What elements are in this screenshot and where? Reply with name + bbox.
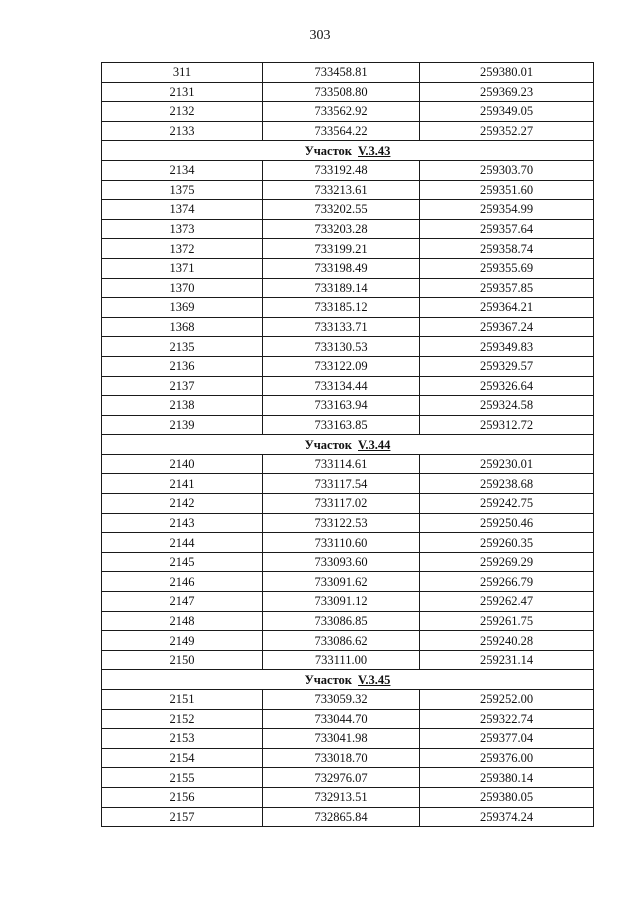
point-number-cell: 1368	[102, 317, 263, 337]
x-coordinate-cell: 733041.98	[263, 729, 420, 749]
y-coordinate-cell: 259374.24	[420, 807, 594, 827]
x-coordinate-cell: 733189.14	[263, 278, 420, 298]
point-number-cell: 1372	[102, 239, 263, 259]
point-number-cell: 1370	[102, 278, 263, 298]
y-coordinate-cell: 259349.83	[420, 337, 594, 357]
y-coordinate-cell: 259352.27	[420, 121, 594, 141]
table-row	[102, 729, 594, 749]
table-row	[102, 768, 594, 788]
table-row	[102, 239, 594, 259]
y-coordinate-cell: 259242.75	[420, 494, 594, 514]
y-coordinate-cell: 259355.69	[420, 258, 594, 278]
x-coordinate-cell: 733163.94	[263, 396, 420, 416]
section-header	[102, 435, 594, 455]
y-coordinate-cell: 259266.79	[420, 572, 594, 592]
x-coordinate-cell: 733086.85	[263, 611, 420, 631]
table-row	[102, 690, 594, 710]
table-row	[102, 396, 594, 416]
x-coordinate-cell: 733564.22	[263, 121, 420, 141]
point-number-cell: 2152	[102, 709, 263, 729]
x-coordinate-cell: 733198.49	[263, 258, 420, 278]
table-row	[102, 474, 594, 494]
y-coordinate-cell: 259358.74	[420, 239, 594, 259]
x-coordinate-cell: 733091.62	[263, 572, 420, 592]
table-row	[102, 200, 594, 220]
y-coordinate-cell: 259238.68	[420, 474, 594, 494]
x-coordinate-cell: 733114.61	[263, 454, 420, 474]
x-coordinate-cell: 733192.48	[263, 160, 420, 180]
y-coordinate-cell: 259349.05	[420, 102, 594, 122]
x-coordinate-cell: 733122.09	[263, 356, 420, 376]
section-word: Участок	[304, 672, 353, 687]
x-coordinate-cell: 733044.70	[263, 709, 420, 729]
x-coordinate-cell: 733018.70	[263, 748, 420, 768]
table-row	[102, 631, 594, 651]
coordinates-table-body	[102, 63, 594, 827]
point-number-cell: 2146	[102, 572, 263, 592]
y-coordinate-cell: 259322.74	[420, 709, 594, 729]
x-coordinate-cell: 733091.12	[263, 592, 420, 612]
point-number-cell: 2131	[102, 82, 263, 102]
table-row	[102, 180, 594, 200]
table-row	[102, 63, 594, 83]
table-row	[102, 102, 594, 122]
y-coordinate-cell: 259329.57	[420, 356, 594, 376]
point-number-cell: 2133	[102, 121, 263, 141]
table-row	[102, 611, 594, 631]
x-coordinate-cell: 733122.53	[263, 513, 420, 533]
point-number-cell: 2150	[102, 650, 263, 670]
x-coordinate-cell: 733185.12	[263, 298, 420, 318]
table-row	[102, 533, 594, 553]
x-coordinate-cell: 733117.02	[263, 494, 420, 514]
section-header	[102, 141, 594, 161]
y-coordinate-cell: 259312.72	[420, 415, 594, 435]
y-coordinate-cell: 259369.23	[420, 82, 594, 102]
point-number-cell: 2156	[102, 787, 263, 807]
table-row	[102, 219, 594, 239]
table-row	[102, 572, 594, 592]
y-coordinate-cell: 259377.04	[420, 729, 594, 749]
point-number-cell: 1373	[102, 219, 263, 239]
table-row	[102, 494, 594, 514]
point-number-cell: 2143	[102, 513, 263, 533]
table-row	[102, 415, 594, 435]
x-coordinate-cell: 732865.84	[263, 807, 420, 827]
y-coordinate-cell: 259380.05	[420, 787, 594, 807]
y-coordinate-cell: 259262.47	[420, 592, 594, 612]
point-number-cell: 2157	[102, 807, 263, 827]
table-row	[102, 592, 594, 612]
x-coordinate-cell: 732913.51	[263, 787, 420, 807]
point-number-cell: 2153	[102, 729, 263, 749]
table-row	[102, 337, 594, 357]
x-coordinate-cell: 733117.54	[263, 474, 420, 494]
section-code: V.3.45	[358, 672, 391, 687]
table-row	[102, 807, 594, 827]
table-row	[102, 121, 594, 141]
point-number-cell: 2147	[102, 592, 263, 612]
point-number-cell: 2138	[102, 396, 263, 416]
table-row	[102, 454, 594, 474]
x-coordinate-cell: 733130.53	[263, 337, 420, 357]
section-header-row	[102, 435, 594, 455]
point-number-cell: 1369	[102, 298, 263, 318]
y-coordinate-cell: 259303.70	[420, 160, 594, 180]
y-coordinate-cell: 259367.24	[420, 317, 594, 337]
point-number-cell: 2134	[102, 160, 263, 180]
section-word: Участок	[304, 437, 353, 452]
y-coordinate-cell: 259364.21	[420, 298, 594, 318]
x-coordinate-cell: 733059.32	[263, 690, 420, 710]
point-number-cell: 2144	[102, 533, 263, 553]
x-coordinate-cell: 733133.71	[263, 317, 420, 337]
section-header-row	[102, 141, 594, 161]
x-coordinate-cell: 733213.61	[263, 180, 420, 200]
table-row	[102, 278, 594, 298]
table-row	[102, 709, 594, 729]
x-coordinate-cell: 733163.85	[263, 415, 420, 435]
point-number-cell: 2148	[102, 611, 263, 631]
y-coordinate-cell: 259351.60	[420, 180, 594, 200]
y-coordinate-cell: 259354.99	[420, 200, 594, 220]
section-header	[102, 670, 594, 690]
point-number-cell: 2136	[102, 356, 263, 376]
x-coordinate-cell: 732976.07	[263, 768, 420, 788]
x-coordinate-cell: 733508.80	[263, 82, 420, 102]
section-word: Участок	[304, 143, 353, 158]
y-coordinate-cell: 259376.00	[420, 748, 594, 768]
x-coordinate-cell: 733086.62	[263, 631, 420, 651]
table-row	[102, 160, 594, 180]
page-number: 303	[309, 28, 331, 43]
table-row	[102, 298, 594, 318]
y-coordinate-cell: 259380.14	[420, 768, 594, 788]
y-coordinate-cell: 259326.64	[420, 376, 594, 396]
table-row	[102, 650, 594, 670]
point-number-cell: 311	[102, 63, 263, 83]
point-number-cell: 2139	[102, 415, 263, 435]
x-coordinate-cell: 733458.81	[263, 63, 420, 83]
y-coordinate-cell: 259252.00	[420, 690, 594, 710]
x-coordinate-cell: 733134.44	[263, 376, 420, 396]
point-number-cell: 2155	[102, 768, 263, 788]
table-row	[102, 748, 594, 768]
point-number-cell: 1374	[102, 200, 263, 220]
y-coordinate-cell: 259380.01	[420, 63, 594, 83]
table-row	[102, 552, 594, 572]
point-number-cell: 2132	[102, 102, 263, 122]
x-coordinate-cell: 733202.55	[263, 200, 420, 220]
section-code: V.3.43	[358, 143, 391, 158]
table-row	[102, 787, 594, 807]
y-coordinate-cell: 259269.29	[420, 552, 594, 572]
table-row	[102, 356, 594, 376]
point-number-cell: 1371	[102, 258, 263, 278]
table-row	[102, 376, 594, 396]
y-coordinate-cell: 259250.46	[420, 513, 594, 533]
y-coordinate-cell: 259357.64	[420, 219, 594, 239]
table-row	[102, 317, 594, 337]
y-coordinate-cell: 259261.75	[420, 611, 594, 631]
x-coordinate-cell: 733111.00	[263, 650, 420, 670]
section-code: V.3.44	[358, 437, 391, 452]
x-coordinate-cell: 733110.60	[263, 533, 420, 553]
point-number-cell: 2142	[102, 494, 263, 514]
y-coordinate-cell: 259324.58	[420, 396, 594, 416]
point-number-cell: 1375	[102, 180, 263, 200]
point-number-cell: 2145	[102, 552, 263, 572]
section-header-row	[102, 670, 594, 690]
point-number-cell: 2151	[102, 690, 263, 710]
point-number-cell: 2149	[102, 631, 263, 651]
point-number-cell: 2137	[102, 376, 263, 396]
y-coordinate-cell: 259260.35	[420, 533, 594, 553]
y-coordinate-cell: 259240.28	[420, 631, 594, 651]
table-row	[102, 513, 594, 533]
coordinates-table	[101, 62, 594, 827]
point-number-cell: 2135	[102, 337, 263, 357]
y-coordinate-cell: 259230.01	[420, 454, 594, 474]
point-number-cell: 2140	[102, 454, 263, 474]
y-coordinate-cell: 259231.14	[420, 650, 594, 670]
y-coordinate-cell: 259357.85	[420, 278, 594, 298]
table-row	[102, 258, 594, 278]
x-coordinate-cell: 733562.92	[263, 102, 420, 122]
x-coordinate-cell: 733199.21	[263, 239, 420, 259]
point-number-cell: 2141	[102, 474, 263, 494]
table-row	[102, 82, 594, 102]
x-coordinate-cell: 733203.28	[263, 219, 420, 239]
point-number-cell: 2154	[102, 748, 263, 768]
x-coordinate-cell: 733093.60	[263, 552, 420, 572]
